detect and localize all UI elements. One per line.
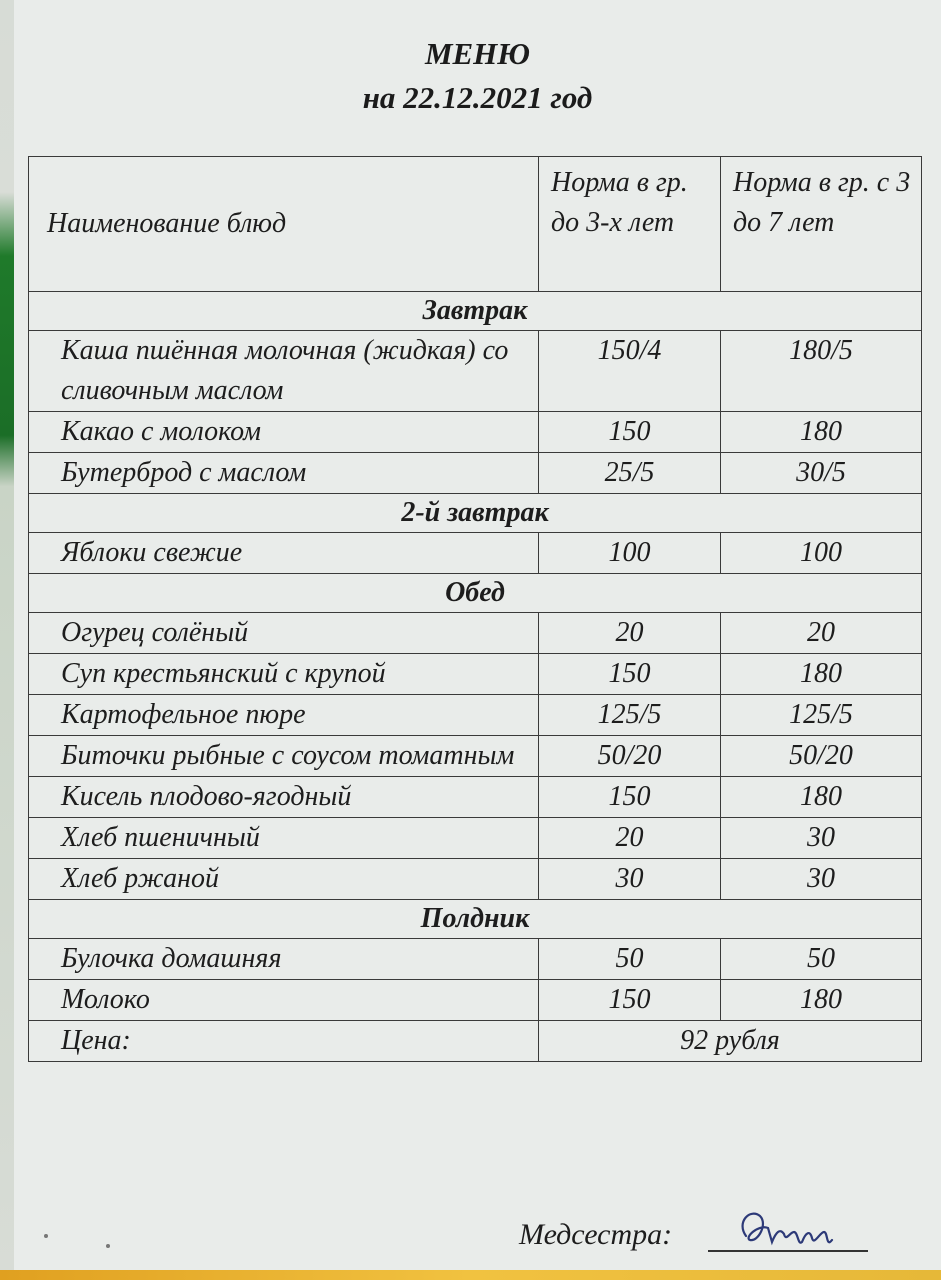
norm-under-3: 50 [539,939,721,980]
section-title: 2-й завтрак [29,494,922,533]
norm-under-3: 150 [539,777,721,818]
table-row [29,533,922,574]
table-row [29,453,922,494]
dish-name: Булочка домашняя [29,939,539,980]
norm-under-3: 150/4 [539,331,721,412]
dish-name: Яблоки свежие [29,533,539,574]
dish-name: Каша пшённая молочная (жидкая) со сливочным маслом [29,331,539,412]
norm-3-to-7: 180 [721,980,922,1021]
norm-3-to-7: 180 [721,777,922,818]
section-title: Обед [29,574,922,613]
norm-3-to-7: 180 [721,412,922,453]
norm-3-to-7: 100 [721,533,922,574]
nurse-signature-label: Медсестра: [519,1218,673,1251]
page-title: МЕНЮ [424,36,531,71]
norm-3-to-7: 30 [721,818,922,859]
section-row [29,900,922,939]
dish-name: Картофельное пюре [29,695,539,736]
norm-under-3: 150 [539,980,721,1021]
price-row [29,1021,922,1062]
header-dish-name: Наименование блюд [29,157,539,292]
price-label: Цена: [29,1021,539,1062]
section-title: Завтрак [29,292,922,331]
norm-under-3: 25/5 [539,453,721,494]
table-row [29,980,922,1021]
dish-name: Суп крестьянский с крупой [29,654,539,695]
table-row [29,331,922,412]
handwritten-signature [728,1202,848,1254]
norm-3-to-7: 180 [721,654,922,695]
table-row [29,613,922,654]
section-row [29,292,922,331]
photo-left-edge [0,0,14,1280]
norm-3-to-7: 180/5 [721,331,922,412]
table-row [29,412,922,453]
dish-name: Биточки рыбные с соусом томатным [29,736,539,777]
dish-name: Огурец солёный [29,613,539,654]
norm-3-to-7: 125/5 [721,695,922,736]
dish-name: Хлеб пшеничный [29,818,539,859]
norm-under-3: 30 [539,859,721,900]
header-norm-under-3: Норма в гр. до 3-х лет [539,157,721,292]
norm-3-to-7: 50/20 [721,736,922,777]
norm-under-3: 150 [539,412,721,453]
section-row [29,494,922,533]
norm-under-3: 100 [539,533,721,574]
dish-name: Бутерброд с маслом [29,453,539,494]
norm-under-3: 50/20 [539,736,721,777]
table-row [29,859,922,900]
paper-speck [106,1244,110,1248]
norm-3-to-7: 20 [721,613,922,654]
table-row [29,818,922,859]
table-row [29,939,922,980]
photo-bottom-edge [0,1270,941,1280]
norm-under-3: 125/5 [539,695,721,736]
dish-name: Молоко [29,980,539,1021]
table-row [29,654,922,695]
norm-under-3: 20 [539,613,721,654]
norm-3-to-7: 30/5 [721,453,922,494]
page-subtitle: на 22.12.2021 год [362,80,593,115]
menu-table [28,156,922,1062]
dish-name: Кисель плодово-ягодный [29,777,539,818]
section-row [29,574,922,613]
dish-name: Хлеб ржаной [29,859,539,900]
table-row [29,777,922,818]
norm-3-to-7: 30 [721,859,922,900]
table-row [29,736,922,777]
paper-speck [44,1234,48,1238]
table-row [29,695,922,736]
norm-under-3: 150 [539,654,721,695]
menu-sheet [14,0,941,1270]
table-header-row [29,157,922,292]
norm-3-to-7: 50 [721,939,922,980]
dish-name: Какао с молоком [29,412,539,453]
header-norm-3-to-7: Норма в гр. с 3 до 7 лет [721,157,922,292]
norm-under-3: 20 [539,818,721,859]
section-title: Полдник [29,900,922,939]
price-value: 92 рубля [539,1021,922,1062]
